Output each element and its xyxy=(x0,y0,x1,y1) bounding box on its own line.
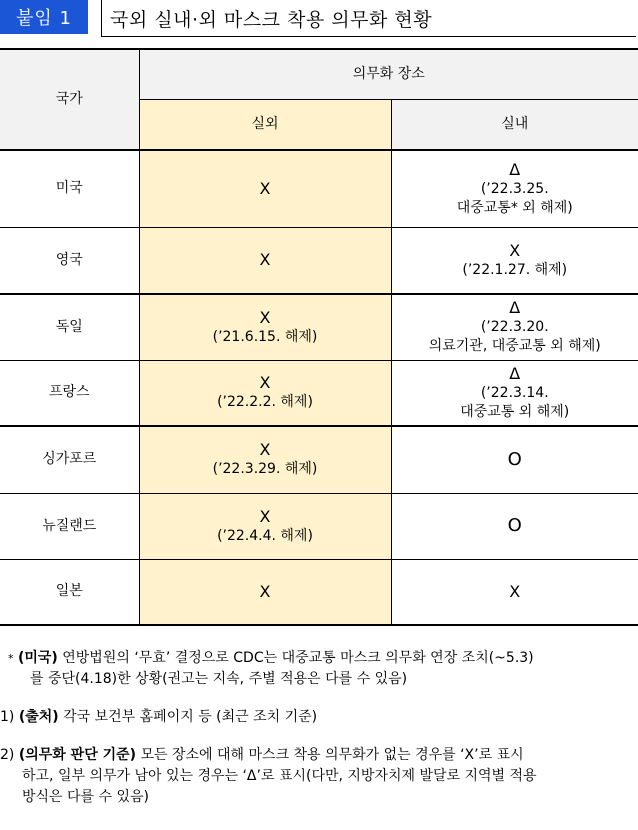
table-row xyxy=(0,294,638,360)
indoor-status-symbol: X xyxy=(509,240,521,260)
indoor-status-symbol: O xyxy=(507,448,522,470)
indoor-status-detail: 대중교통* 외 해제) xyxy=(456,199,573,216)
note-2-text-2: 하고, 일부 의무가 남아 있는 경우는 ‘Δ’로 표시(다만, 지방자치제 발달로 지역별 적용 xyxy=(22,768,537,784)
note-2-marker: 2) xyxy=(0,747,15,763)
outdoor-status-detail: (’22.3.29. 해제) xyxy=(212,461,318,478)
indoor-status-detail: (’22.1.27. 해제) xyxy=(462,261,568,278)
outdoor-status-symbol: X xyxy=(259,581,271,601)
indoor-status-detail: 대중교통 외 해제) xyxy=(460,403,570,420)
table-row xyxy=(0,559,638,625)
table-row xyxy=(0,360,638,426)
note-2-text-1: 모든 장소에 대해 마스크 착용 의무화가 없는 경우를 ‘X’로 표시 xyxy=(136,747,524,763)
indoor-status-symbol: X xyxy=(509,581,521,601)
note-1-label: (출처) xyxy=(18,709,59,725)
indoor-status-symbol: Δ xyxy=(509,159,521,179)
outdoor-status-detail: (’22.4.4. 해제) xyxy=(217,527,313,544)
outdoor-status-cell xyxy=(139,360,391,426)
indoor-status-cell xyxy=(391,294,638,360)
table-row xyxy=(0,426,638,493)
note-star xyxy=(0,648,638,690)
table-row xyxy=(0,227,638,294)
indoor-status-cell xyxy=(391,150,638,227)
note-star-marker: * xyxy=(8,652,14,665)
outdoor-status-symbol: X xyxy=(259,307,271,327)
header-country: 국가 xyxy=(0,49,139,150)
outdoor-status-symbol: X xyxy=(259,250,271,270)
header-outdoor: 실외 xyxy=(139,99,391,150)
outdoor-status-symbol: X xyxy=(259,506,271,526)
outdoor-status-symbol: X xyxy=(259,440,271,460)
country-cell: 뉴질랜드 xyxy=(0,493,139,559)
country-cell: 영국 xyxy=(0,227,139,294)
table-row xyxy=(0,493,638,559)
indoor-status-cell xyxy=(391,493,638,559)
note-star-text-1: 연방법원의 ‘무효’ 결정으로 CDC는 대중교통 마스크 의무화 연장 조치(~5.3) xyxy=(57,650,534,666)
country-cell: 일본 xyxy=(0,559,139,625)
outdoor-status-cell xyxy=(139,493,391,559)
outdoor-status-cell xyxy=(139,227,391,294)
indoor-status-detail: (’22.3.14. xyxy=(480,384,549,401)
attachment-badge: 붙임 1 xyxy=(0,0,88,34)
note-star-text-2: 를 중단(4.18)한 상황(권고는 지속, 주별 적용은 다를 수 있음) xyxy=(30,671,408,687)
note-2 xyxy=(0,745,638,808)
country-cell: 독일 xyxy=(0,294,139,360)
note-1-marker: 1) xyxy=(0,709,15,725)
indoor-status-cell xyxy=(391,227,638,294)
indoor-status-cell xyxy=(391,426,638,493)
indoor-status-symbol: Δ xyxy=(509,298,521,318)
note-2-label: (의무화 판단 기준) xyxy=(18,747,137,763)
outdoor-status-detail: (’21.6.15. 해제) xyxy=(212,328,318,345)
outdoor-status-cell xyxy=(139,294,391,360)
indoor-status-cell xyxy=(391,360,638,426)
country-cell: 미국 xyxy=(0,150,139,227)
country-cell: 프랑스 xyxy=(0,360,139,426)
note-2-text-3: 방식은 다를 수 있음) xyxy=(22,789,150,805)
indoor-status-symbol: O xyxy=(507,515,522,536)
outdoor-status-cell xyxy=(139,559,391,625)
country-cell: 싱가포르 xyxy=(0,426,139,493)
outdoor-status-cell xyxy=(139,426,391,493)
footnotes xyxy=(0,648,638,808)
indoor-status-detail: (’22.3.20. xyxy=(480,319,549,336)
mask-mandate-table xyxy=(0,48,638,626)
outdoor-status-detail: (’22.2.2. 해제) xyxy=(217,394,313,411)
outdoor-status-symbol: X xyxy=(259,373,271,393)
outdoor-status-cell xyxy=(139,150,391,227)
indoor-status-symbol: Δ xyxy=(509,363,521,383)
outdoor-status-symbol: X xyxy=(259,178,271,198)
header-indoor: 실내 xyxy=(391,99,638,150)
header-mandate-place: 의무화 장소 xyxy=(139,49,638,99)
indoor-status-detail: (’22.3.25. xyxy=(480,180,549,197)
page-title: 국외 실내·외 마스크 착용 의무화 현황 xyxy=(101,0,636,37)
indoor-status-cell xyxy=(391,559,638,625)
note-1 xyxy=(0,707,638,728)
table-row xyxy=(0,150,638,227)
indoor-status-detail: 의료기관, 대중교통 외 해제) xyxy=(428,338,601,355)
header xyxy=(0,0,638,38)
note-star-label: (미국) xyxy=(17,650,58,666)
note-1-text: 각국 보건부 홈페이지 등 (최근 조치 기준) xyxy=(58,709,318,725)
